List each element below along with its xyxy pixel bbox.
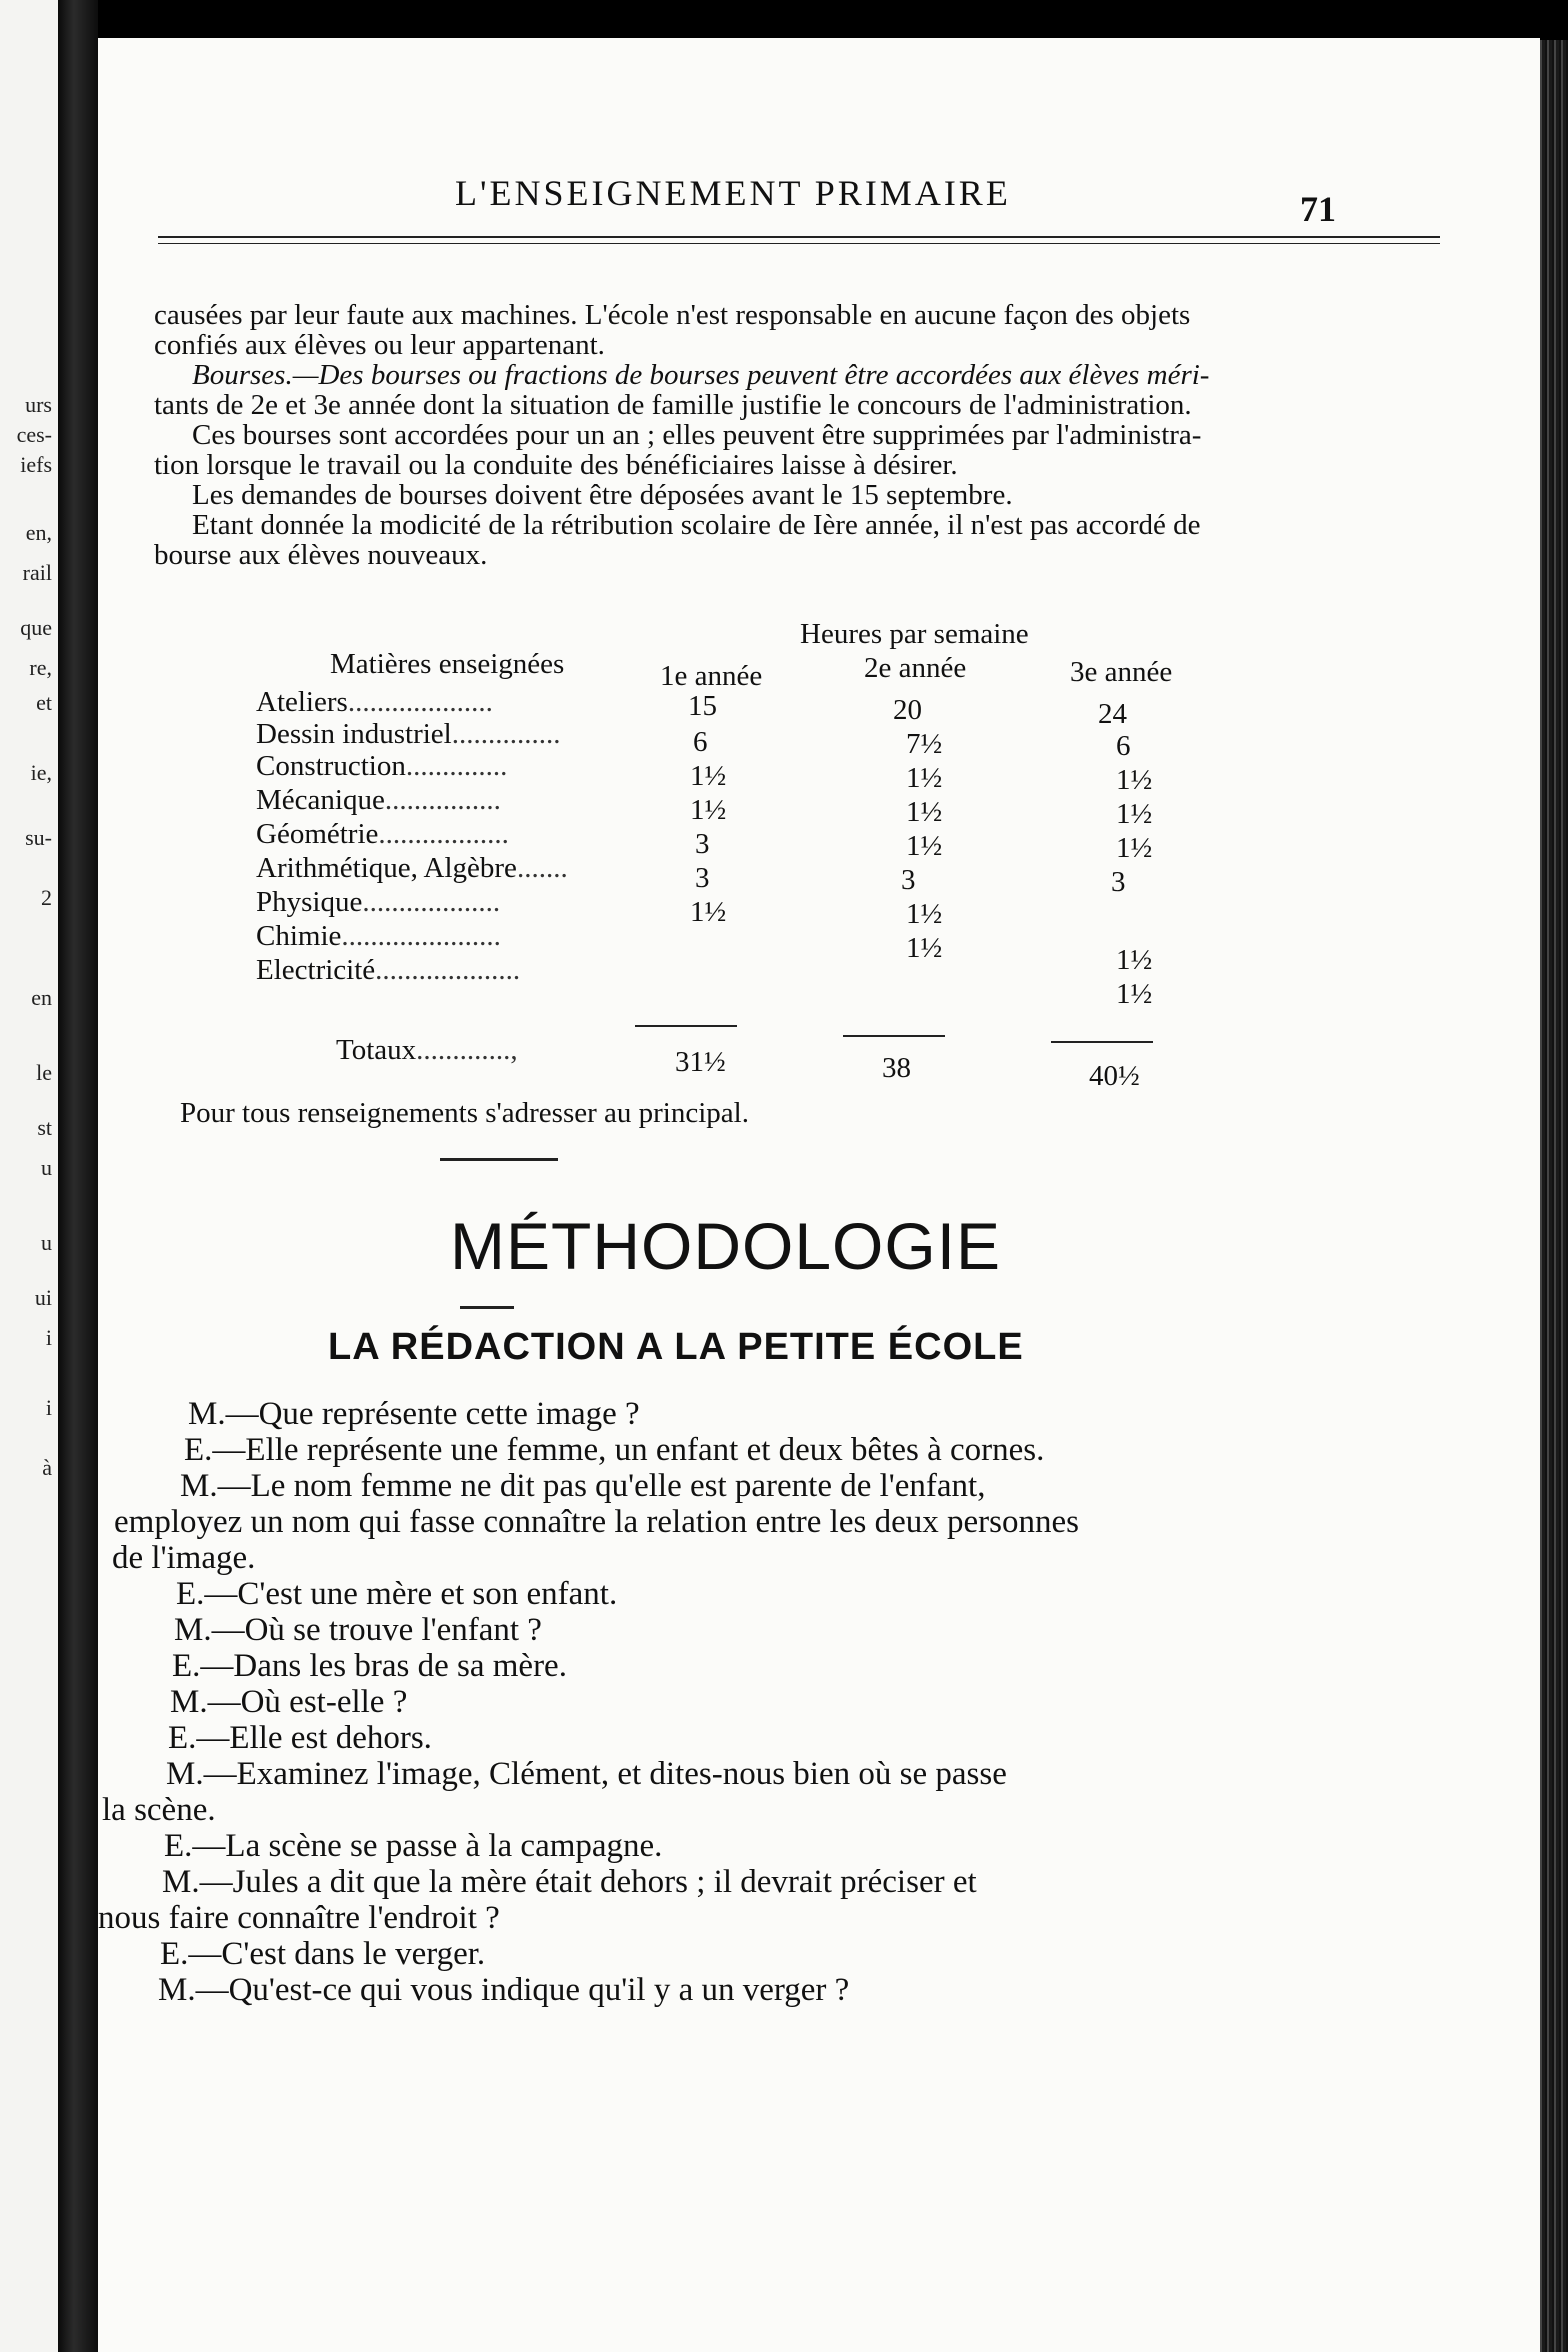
margin-fragment: i [45, 1395, 52, 1420]
intro-line: Les demandes de bourses doivent être déposées avant le 15 septembre. [192, 479, 1013, 511]
dialogue-line: de l'image. [112, 1540, 256, 1576]
dialogue-line: M.—Examinez l'image, Clément, et dites-nous bien où se passe [166, 1756, 1007, 1792]
table-cell: 1½ [906, 898, 943, 930]
margin-fragment: le [36, 1060, 52, 1085]
table-cell: 1½ [690, 896, 727, 928]
column-header: 3e année [1070, 656, 1173, 688]
hours-heading: Heures par semaine [800, 618, 1029, 650]
sum-rule [843, 1035, 945, 1037]
dialogue-line: M.—Le nom femme ne dit pas qu'elle est parente de l'enfant, [180, 1468, 986, 1504]
dialogue-line: E.—C'est dans le verger. [160, 1936, 486, 1972]
dialogue-line: M.—Que représente cette image ? [188, 1396, 640, 1432]
table-total: 38 [882, 1052, 911, 1084]
dialogue-line: la scène. [102, 1792, 216, 1828]
intro-line: tion lorsque le travail ou la conduite des bénéficiaires laisse à désirer. [154, 449, 958, 481]
table-cell: 1½ [690, 794, 727, 826]
table-row: Arithmétique, Algèbre....... [256, 852, 568, 884]
margin-fragment: i [45, 1325, 52, 1350]
table-row: Construction.............. [256, 750, 508, 782]
margin-fragment: à [42, 1455, 52, 1480]
dialogue-line: M.—Qu'est-ce qui vous indique qu'il y a un verger ? [158, 1972, 850, 2008]
dialogue-line: M.—Jules a dit que la mère était dehors ; il devrait préciser et [162, 1864, 977, 1900]
table-cell: 1½ [1116, 764, 1153, 796]
table-row: Physique................... [256, 886, 501, 918]
section-subtitle: LA RÉDACTION A LA PETITE ÉCOLE [328, 1326, 1024, 1368]
margin-fragment: su- [25, 825, 52, 850]
margin-fragment: st [37, 1115, 52, 1140]
margin-fragment: en, [25, 520, 52, 545]
info-line: Pour tous renseignements s'adresser au principal. [180, 1097, 749, 1129]
dialogue-line: nous faire connaître l'endroit ? [98, 1900, 500, 1936]
table-cell: 6 [1116, 730, 1131, 762]
margin-fragment: en [31, 985, 52, 1010]
dialogue-line: M.—Où est-elle ? [170, 1684, 408, 1720]
table-cell: 3 [695, 828, 710, 860]
margin-fragment: que [20, 615, 52, 640]
margin-fragment: urs [25, 392, 52, 417]
running-header: L'ENSEIGNEMENT PRIMAIRE [455, 173, 1011, 213]
margin-fragment: et [36, 690, 52, 715]
dialogue-line: E.—La scène se passe à la campagne. [164, 1828, 663, 1864]
table-cell: 1½ [906, 796, 943, 828]
table-cell: 1½ [906, 762, 943, 794]
intro-paragraph [154, 300, 1444, 570]
sum-rule [635, 1025, 737, 1027]
margin-fragment: rail [22, 560, 52, 585]
table-row: Géométrie.................. [256, 818, 509, 850]
margin-fragment: iefs [20, 452, 52, 477]
table-cell: 3 [695, 862, 710, 894]
table-cell: 24 [1098, 698, 1127, 730]
table-cell: 1½ [906, 830, 943, 862]
table-row: Dessin industriel............... [256, 718, 561, 750]
column-header: 2e année [864, 652, 967, 684]
intro-line: Ces bourses sont accordées pour un an ; elles peuvent être supprimées par l'administra- [192, 419, 1202, 451]
table-total: 31½ [675, 1046, 726, 1078]
margin-fragment: u [41, 1155, 52, 1180]
column-header: 1e année [660, 660, 763, 692]
dialogue-line: E.—C'est une mère et son enfant. [176, 1576, 618, 1612]
page-stack-edge [1538, 40, 1568, 2352]
intro-line: Etant donnée la modicité de la rétribution scolaire de Ière année, il n'est pas accordé de [192, 509, 1201, 541]
table-cell: 20 [893, 694, 922, 726]
table-cell: 1½ [906, 932, 943, 964]
table-row: Ateliers.................... [256, 686, 493, 718]
table-cell: 3 [1111, 866, 1126, 898]
page [98, 38, 1540, 2352]
title-divider [460, 1306, 514, 1309]
table-cell: 6 [693, 726, 708, 758]
dialogue-line: E.—Dans les bras de sa mère. [172, 1648, 567, 1684]
dialogue-line: M.—Où se trouve l'enfant ? [174, 1612, 542, 1648]
table-cell: 1½ [1116, 798, 1153, 830]
table-cell: 1½ [1116, 944, 1153, 976]
table-row: Electricité.................... [256, 954, 521, 986]
dialogue-line: E.—Elle représente une femme, un enfant et deux bêtes à cornes. [184, 1432, 1045, 1468]
margin-fragment: re, [29, 655, 52, 680]
table-cell: 1½ [1116, 978, 1153, 1010]
section-title: MÉTHODOLOGIE [450, 1209, 1002, 1283]
table-cell: 1½ [690, 760, 727, 792]
left-page-edge [0, 0, 58, 2352]
sum-rule [1051, 1041, 1153, 1043]
intro-line: tants de 2e et 3e année dont la situation de famille justifie le concours de l'administration. [154, 389, 1192, 421]
table-total: 40½ [1089, 1060, 1140, 1092]
dialogue-line: employez un nom qui fasse connaître la relation entre les deux personnes [114, 1504, 1079, 1540]
margin-fragment: ces- [16, 422, 52, 447]
table-row: Chimie...................... [256, 920, 501, 952]
totals-row: Totaux............., [336, 1034, 518, 1066]
margin-fragment: ui [34, 1285, 52, 1310]
header-rule [158, 243, 1440, 244]
table-cell: 3 [901, 864, 916, 896]
intro-line: Bourses.—Des bourses ou fractions de bourses peuvent être accordées aux élèves méri- [192, 359, 1210, 391]
margin-fragment: 2 [41, 885, 52, 910]
intro-line: causées par leur faute aux machines. L'école n'est responsable en aucune façon des objets [154, 299, 1191, 331]
page-number: 71 [1300, 189, 1336, 229]
intro-line: bourse aux élèves nouveaux. [154, 539, 488, 571]
subjects-heading: Matières enseignées [330, 648, 565, 680]
dialogue-line: E.—Elle est dehors. [168, 1720, 432, 1756]
dialogue [98, 1396, 1398, 2008]
table-row: Mécanique................ [256, 784, 501, 816]
margin-fragment: ie, [30, 760, 52, 785]
header-rule [158, 236, 1440, 238]
section-divider [440, 1158, 558, 1161]
margin-fragment: u [41, 1230, 52, 1255]
table-cell: 15 [688, 690, 717, 722]
intro-line: confiés aux élèves ou leur appartenant. [154, 329, 605, 361]
table-cell: 7½ [906, 728, 943, 760]
book-spine [58, 0, 98, 2352]
table-cell: 1½ [1116, 832, 1153, 864]
